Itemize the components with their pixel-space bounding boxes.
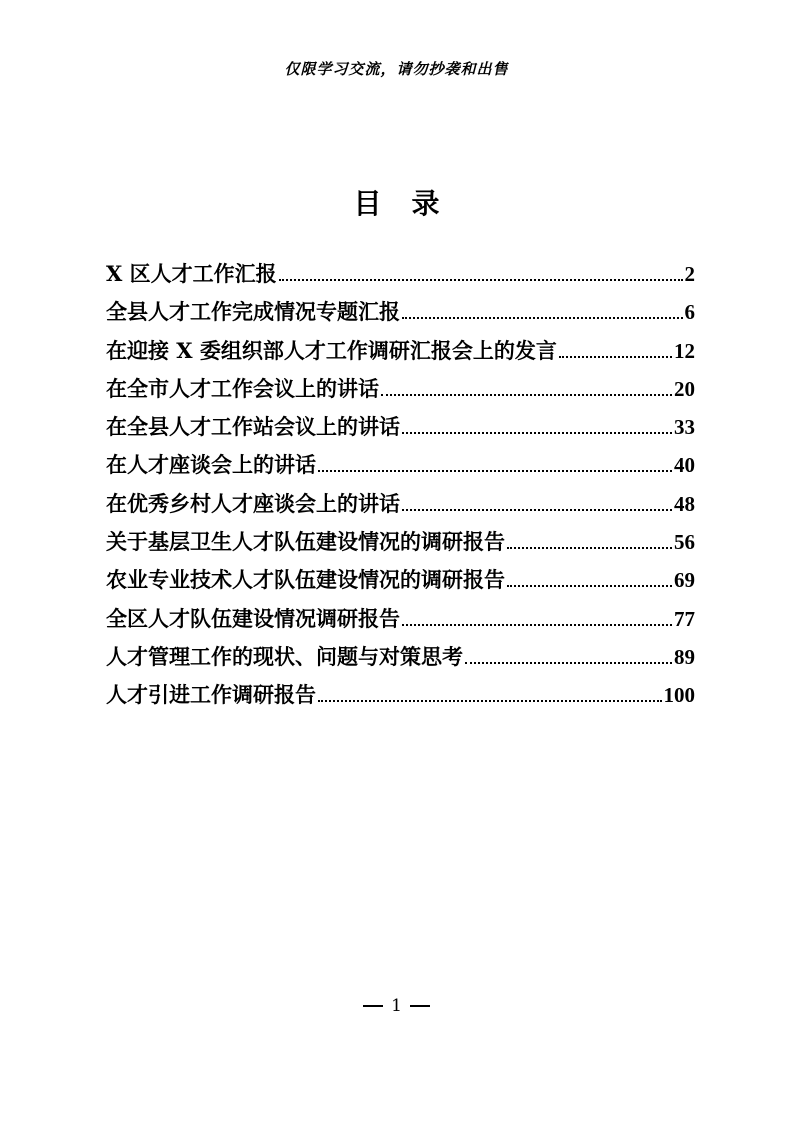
toc-entry-title: 在迎接 X 委组织部人才工作调研汇报会上的发言	[106, 337, 557, 363]
toc-entry-title: 在全县人才工作站会议上的讲话	[106, 414, 400, 440]
toc-entry-title: 农业专业技术人才队伍建设情况的调研报告	[106, 567, 505, 593]
toc-page-number: 40	[674, 453, 695, 478]
toc-page-number: 69	[674, 568, 695, 593]
toc-page-number: 2	[684, 262, 695, 286]
toc-leader-dots	[402, 624, 672, 626]
toc-entry[interactable]	[106, 679, 695, 717]
toc-entry-title: 在优秀乡村人才座谈会上的讲话	[106, 490, 400, 516]
toc-page-number: 6	[684, 300, 695, 325]
footer-dash-left	[363, 1005, 383, 1007]
toc-leader-dots	[279, 279, 683, 281]
toc-page-number: 33	[674, 415, 695, 440]
toc-entry-title: 全县人才工作完成情况专题汇报	[106, 299, 400, 325]
toc-entry[interactable]	[106, 258, 695, 296]
toc-leader-dots	[402, 432, 672, 434]
toc-page-number: 12	[674, 338, 695, 363]
toc-leader-dots	[381, 394, 672, 396]
toc-entry[interactable]	[106, 641, 695, 679]
toc-entry-title: X 区人才工作汇报	[106, 261, 277, 286]
footer-page-number: 1	[391, 996, 402, 1016]
toc-entry-title: 在人才座谈会上的讲话	[106, 452, 316, 478]
toc-page-number: 89	[674, 644, 695, 669]
toc-entry[interactable]	[106, 296, 695, 334]
toc-leader-dots	[318, 470, 672, 472]
header-note: 仅限学习交流，请勿抄袭和出售	[284, 60, 509, 78]
toc-leader-dots	[559, 356, 672, 358]
toc-leader-dots	[507, 547, 672, 549]
toc-entry-title: 全区人才队伍建设情况调研报告	[106, 605, 400, 631]
toc-leader-dots	[402, 509, 672, 511]
toc-entry[interactable]	[106, 526, 695, 564]
toc-entry-title: 在全市人才工作会议上的讲话	[106, 375, 379, 401]
toc-leader-dots	[402, 317, 683, 319]
footer-dash-right	[410, 1005, 430, 1007]
page-footer	[0, 996, 793, 1016]
toc-page-number: 100	[663, 683, 695, 708]
toc-entry[interactable]	[106, 411, 695, 449]
toc-leader-dots	[465, 662, 672, 664]
toc-entry-title: 人才引进工作调研报告	[106, 682, 316, 708]
toc-list	[106, 258, 695, 718]
toc-leader-dots	[318, 700, 662, 702]
toc-title: 目录	[353, 187, 470, 220]
toc-entry[interactable]	[106, 449, 695, 487]
toc-entry[interactable]	[106, 488, 695, 526]
toc-page-number: 20	[674, 376, 695, 401]
toc-entry[interactable]	[106, 335, 695, 373]
toc-entry[interactable]	[106, 603, 695, 641]
toc-entry-title: 关于基层卫生人才队伍建设情况的调研报告	[106, 529, 505, 555]
toc-page-number: 56	[674, 530, 695, 555]
toc-entry-title: 人才管理工作的现状、问题与对策思考	[106, 643, 463, 669]
toc-page-number: 48	[674, 491, 695, 516]
toc-entry[interactable]	[106, 373, 695, 411]
toc-entry[interactable]	[106, 564, 695, 602]
toc-leader-dots	[507, 585, 672, 587]
toc-page-number: 77	[674, 606, 695, 631]
